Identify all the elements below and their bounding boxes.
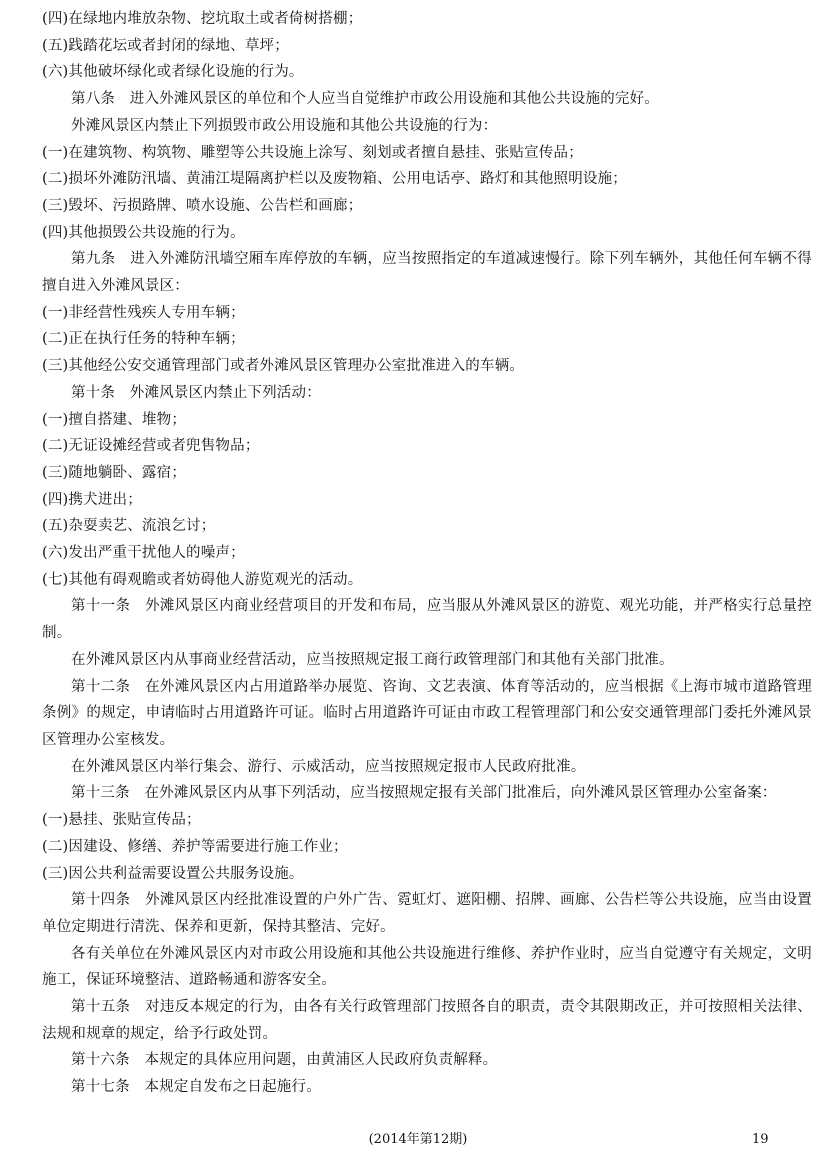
paragraph: (六)其他破坏绿化或者绿化设施的行为。 [42,64,304,81]
page-footer [0,1129,827,1151]
paragraph: 第十四条 外滩风景区内经批准设置的户外广告、霓虹灯、遮阳棚、招牌、画廊、公告栏等公共设施，应当由设置单位定期进行清洗、保养和更新，保持其整洁、完好。 [42,892,812,935]
paragraph: (四)在绿地内堆放杂物、挖坑取土或者倚树搭棚； [42,11,363,27]
paragraph: 在外滩风景区内举行集会、游行、示威活动，应当按照规定报市人民政府批准。 [71,758,586,775]
paragraph: 第十三条 在外滩风景区内从事下列活动，应当按照规定报有关部门批准后，向外滩风景区管理办公室备案： [71,785,777,802]
paragraph: 第十二条 在外滩风景区内占用道路举办展览、咨询、文艺表演、体育等活动的，应当根据《上海市城市道路管理条例》的规定，申请临时占用道路许可证。临时占用道路许可证由市政工程管理部门和公安交通管理部门委托外滩风景区管理办公室核发。 [42,678,812,748]
page-number: 19 [752,1132,769,1147]
paragraph: (四)携犬进出； [42,491,142,508]
paragraph: 第十条 外滩风景区内禁止下列活动： [71,384,321,401]
paragraph: 第十一条 外滩风景区内商业经营项目的开发和布局，应当服从外滩风景区的游览、观光功能，并严格实行总量控制。 [42,598,812,642]
paragraph: 在外滩风景区内从事商业经营活动，应当按照规定报工商行政管理部门和其他有关部门批准。 [71,651,674,668]
issue-label: (2014年第12期) [368,1132,468,1147]
paragraph: (五)践踏花坛或者封闭的绿地、草坪； [42,37,289,54]
paragraph: (五)杂耍卖艺、流浪乞讨； [42,518,216,535]
paragraph: (七)其他有碍观瞻或者妨碍他人游览观光的活动。 [42,571,363,588]
paragraph: (一)在建筑物、构筑物、雕塑等公共设施上涂写、刻划或者擅自悬挂、张贴宣传品； [42,144,583,161]
paragraph: (三)毁坏、污损路牌、喷水设施、公告栏和画廊； [42,197,363,214]
paragraph: (一)非经营性残疾人专用车辆； [42,304,245,321]
paragraph: (二)无证设摊经营或者兜售物品； [42,438,260,455]
paragraph: 第十七条 本规定自发布之日起施行。 [71,1079,321,1096]
paragraph: (一)擅自搭建、堆物； [42,411,187,428]
paragraph: 各有关单位在外滩风景区内对市政公用设施和其他公共设施进行维修、养护作业时，应当自觉遵守有关规定，文明施工，保证环境整洁、道路畅通和游客安全。 [42,945,812,989]
paragraph: (二)正在执行任务的特种车辆； [42,331,245,348]
paragraph: (一)悬挂、张贴宣传品； [42,812,201,829]
paragraph: (二)损坏外滩防汛墙、黄浦江堤隔离护栏以及废物箱、公用电话亭、路灯和其他照明设施； [42,171,628,188]
document-body [42,6,812,1101]
paragraph: (六)发出严重干扰他人的噪声； [42,545,245,562]
paragraph: (三)随地躺卧、露宿； [42,464,187,481]
paragraph: 第十六条 本规定的具体应用问题，由黄浦区人民政府负责解释。 [71,1052,498,1069]
paragraph: (三)其他经公安交通管理部门或者外滩风景区管理办公室批准进入的车辆。 [42,358,525,375]
paragraph: 第八条 进入外滩风景区的单位和个人应当自觉维护市政公用设施和其他公共设施的完好。 [71,91,659,108]
paragraph: (三)因公共利益需要设置公共服务设施。 [42,865,304,882]
paragraph: 外滩风景区内禁止下列损毁市政公用设施和其他公共设施的行为： [71,117,498,134]
paragraph: 第十五条 对违反本规定的行为，由各有关行政管理部门按照各自的职责，责令其限期改正，并可按照相关法律、法规和规章的规定，给予行政处罚。 [42,999,812,1042]
paragraph: (二)因建设、修缮、养护等需要进行施工作业； [42,838,348,855]
paragraph: 第九条 进入外滩防汛墙空厢车库停放的车辆，应当按照指定的车道减速慢行。除下列车辆外，其他任何车辆不得擅自进入外滩风景区： [42,251,812,295]
paragraph: (四)其他损毁公共设施的行为。 [42,224,245,241]
